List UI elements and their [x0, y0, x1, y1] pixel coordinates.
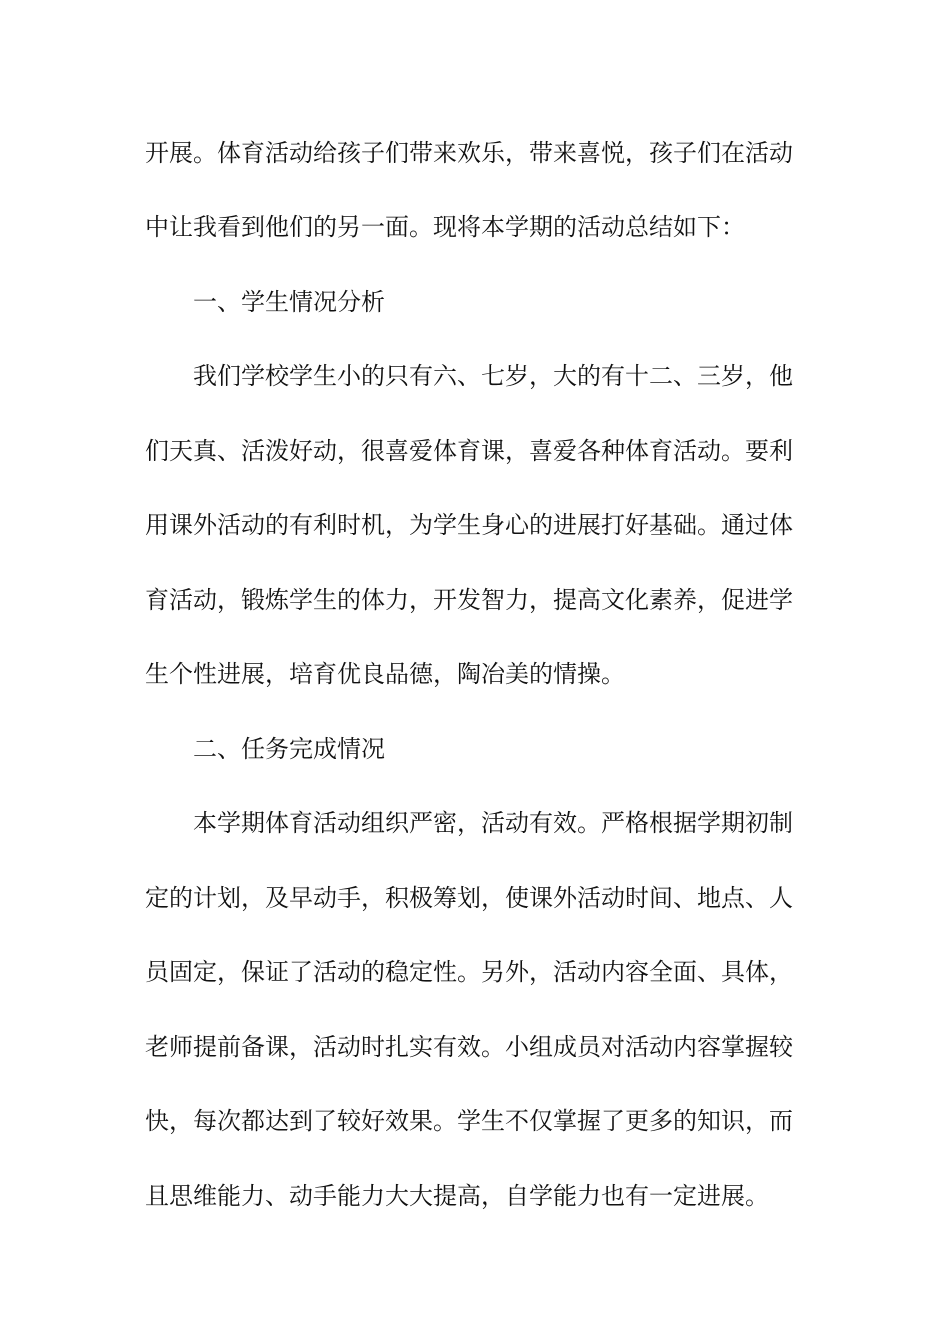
text-line: 老师提前备课，活动时扎实有效。小组成员对活动内容掌握较	[145, 1033, 793, 1061]
text-line: 中让我看到他们的另一面。现将本学期的活动总结如下：	[145, 213, 745, 241]
text-line: 定的计划，及早动手，积极筹划，使课外活动时间、地点、人	[145, 884, 793, 912]
text-line: 们天真、活泼好动，很喜爱体育课，喜爱各种体育活动。要利	[145, 437, 793, 465]
section-heading: 二、任务完成情况	[193, 735, 385, 763]
text-line: 育活动，锻炼学生的体力，开发智力，提高文化素养，促进学	[145, 586, 793, 614]
text-line: 且思维能力、动手能力大大提高，自学能力也有一定进展。	[145, 1182, 769, 1210]
text-line: 我们学校学生小的只有六、七岁，大的有十二、三岁，他	[193, 362, 793, 390]
section-heading: 一、学生情况分析	[193, 288, 385, 316]
text-line: 开展。体育活动给孩子们带来欢乐，带来喜悦，孩子们在活动	[145, 139, 793, 167]
text-line: 员固定，保证了活动的稳定性。另外，活动内容全面、具体，	[145, 958, 793, 986]
text-line: 本学期体育活动组织严密，活动有效。严格根据学期初制	[193, 809, 793, 837]
text-line: 快，每次都达到了较好效果。学生不仅掌握了更多的知识，而	[145, 1107, 793, 1135]
text-line: 用课外活动的有利时机，为学生身心的进展打好基础。通过体	[145, 511, 793, 539]
text-line: 生个性进展，培育优良品德，陶冶美的情操。	[145, 660, 625, 688]
